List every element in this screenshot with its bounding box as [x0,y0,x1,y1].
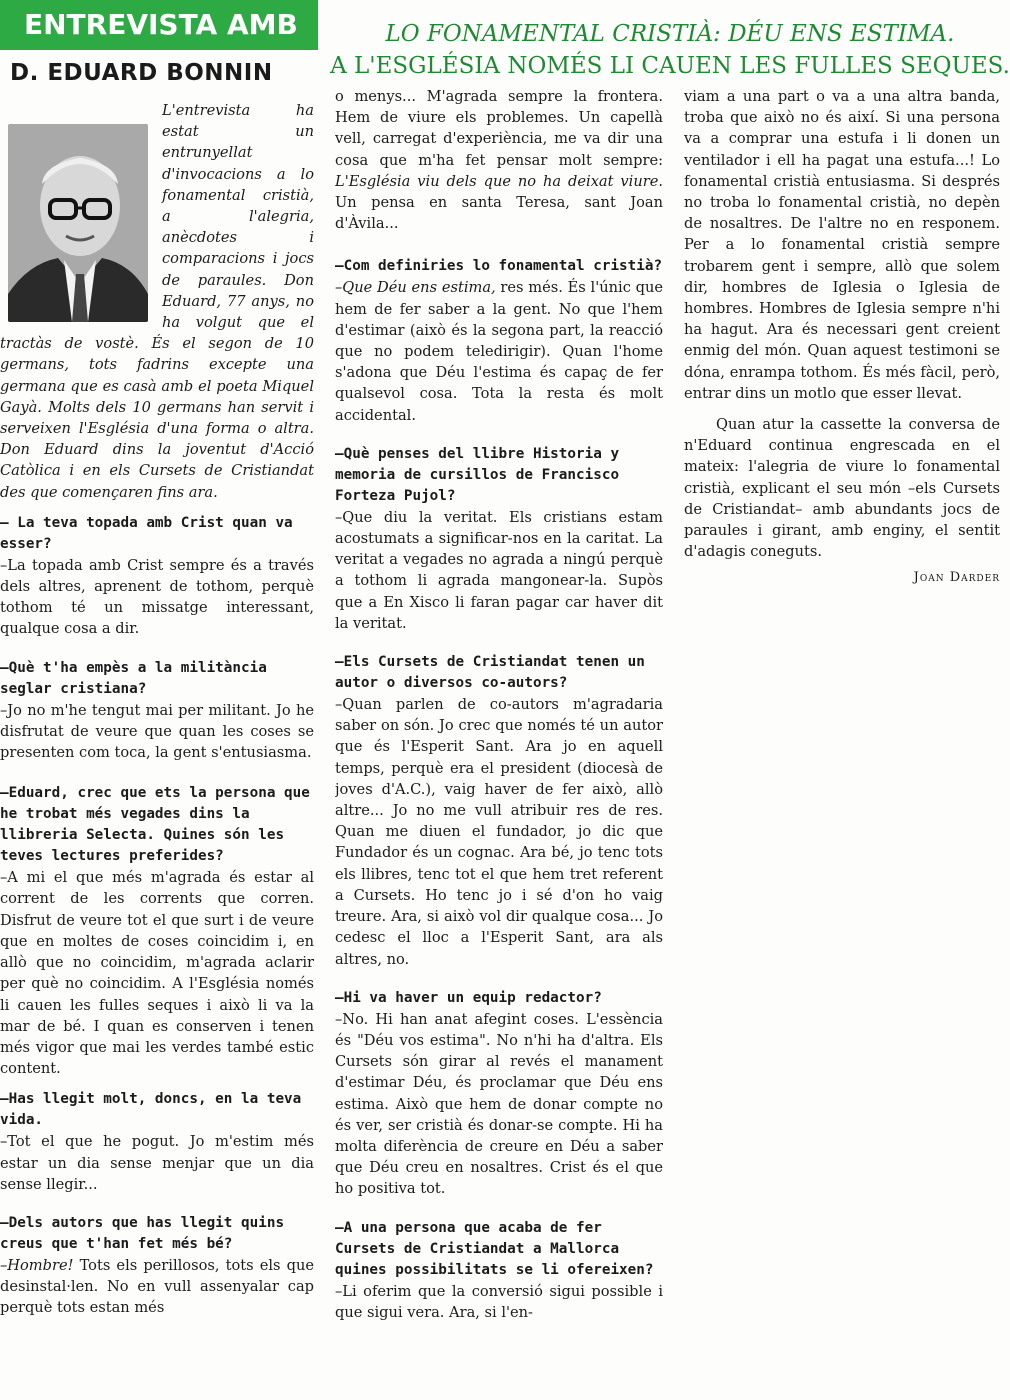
interviewee-name: D. EDUARD BONNIN [10,60,273,86]
closing-paragraph: Quan atur la cassette la conversa de n'Eduard continua engrescada en el mateix: l'alegria de viure lo fonamental cristià, explicant el seu món –els Cursets de Cristiandat– amb abundants jocs de paraules i girant, amb enginy, el sentit d'adagis coneguts. [684,416,1000,561]
headline-line-2: A L'ESGLÉSIA NOMÉS LI CAUEN LES FULLES SEQUES. [330,53,1010,79]
answer-10: –Li oferim que la conversió sigui possible i que sigui vera. Ara, si l'en- [335,1282,663,1321]
answer-1: –La topada amb Crist sempre és a través dels altres, aprenent de tothom, perquè tothom té un missatge interessant, qualque cosa a dir. [0,556,314,638]
answer-6-emphasis: –Que Déu ens estima, [335,279,496,297]
continued-paragraph [335,86,663,234]
intro-block [0,100,318,503]
answer-8: –Quan parlen de co-autors m'agradaria saber on són. Jo crec que només té un autor que és l'Esperit Sant. Ara jo en aquell temps, perquè era el president (diocesà de joves d'A.C.), vaig haver de fer això, allò altre... Jo no me vull atribuir res de res. Quan me diuen el fundador, jo dic que Fundador és un cognac. Ara bé, jo tenc tots els llibres, tenc tot el que hem tret referent a Cursets. Ho tenc jo i sé d'on ho vaig treure. Ara, si això vol dir qualque cosa... Jo cedesc el lloc a l'Esperit Sant, ara als altres, no. [335,696,663,968]
column-3-paragraph-1: viam a una part o va a una altra banda, troba que això no és així. Si una persona va a comprar una estufa i li donen un ventilador i ell ha pagat una estufa...! Lo fonamental cristià entusiasma. Si després no troba lo fonamental cristià, no depèn de nosaltres. De l'altre no en responem. Per a lo fonamental cristià sempre trobarem gent i sempre, allò que solem dir, hombres de Iglesia o Iglesia de hombres. Hombres de Iglesia sempre n'hi ha hagut. Ara és necessari gent creient enmig del món. Quan aquest testimoni se dóna, enrampa tothom. És més fàcil, però, entrar dins un motlo que esser llevat. [684,88,1000,402]
continued-text-b: Un pensa en santa Teresa, sant Joan d'Àvila... [335,194,663,233]
section-banner: ENTREVISTA AMB [0,0,318,50]
column-1 [0,0,318,1400]
question-6: –Com definiries lo fonamental cristià? [335,258,663,275]
column-3 [684,86,1000,666]
answer-6-text: res més. És l'únic que hem de fer saber a la gent. No que l'hem d'estimar (això és la segona part, la reacció que no podem teledirigir). Quan l'home s'adona que Déu l'estima és capaç de fer qualsevol cosa. Tota la resta és molt accidental. [335,279,663,424]
author-signature: Joan Darder [913,570,1000,586]
answer-5 [0,1255,318,1319]
question-9: –Hi va haver un equip redactor? [335,989,602,1006]
answer-2: –Jo no m'he tengut mai per militant. Jo he disfrutat de veure que quan les coses se presenten com toca, la gent s'entusiasma. [0,701,314,762]
answer-5-text: Tots els perillosos, tots els que desinstal·len. No en vull assenyalar cap perquè tots estan més [0,1256,314,1317]
article-headline [330,18,1010,82]
answer-4: –Tot el que he pogut. Jo m'estim més estar un dia sense menjar que un dia sense llegir... [0,1133,314,1193]
answer-5-emphasis: –Hombre! [0,1256,74,1274]
portrait-graphic [8,124,148,322]
answer-9: –No. Hi han anat afegint coses. L'essència és "Déu vos estima". No n'hi ha d'altra. Els Cursets són girar al revés el manament d'estimar Déu, és proclamar que Déu ens estima. Això que hem de donar compte no és ver, ser cristià és donar-se compte. Hi ha molta diferència de creure en Déu a saber que Déu creu en nosaltres. Crist és el que ho positiva tot. [335,1010,663,1198]
question-8: –Els Cursets de Cristiandat tenen un autor o diversos co-autors? [335,654,645,692]
question-2: –Què t'ha empès a la militància seglar cristiana? [0,659,267,697]
answer-6 [335,277,663,425]
column-2 [335,86,663,1400]
intro-text: L'entrevista ha estat un entrunyellat d'invocacions a lo fonamental cristià, a l'alegria, anècdotes i comparacions i jocs de paraules. Don Eduard, 77 anys, no ha volgut que el tractàs de vostè. És el segon de 10 germans, tots fadrins excepte una germana que es casà amb el poeta Miquel Gayà. Molts dels 10 germans han servit i serveixen l'Església d'una forma o altra. Don Eduard dins la joventut d'Acció Catòlica i en els Cursets de Cristiandat des que començaren fins ara. [0,102,314,501]
answer-3: –A mi el que més m'agrada és estar al corrent de les corrents que corren. Disfrut de veure tot el que surt i de veure que en moltes de coses coincidim i, en allò que no coincidim, m'agrada aclarir per què no coincidim. A l'Església només li cauen les fulles seques i això li va la mar de bé. I quan es conserven i tenen més vigor que mai les verdes també estic content. [0,869,314,1078]
question-1: – La teva topada amb Crist quan va esser? [0,514,293,552]
continued-text-a: o menys... M'agrada sempre la frontera. Hem de viure els problemes. Un capellà vell, carregat d'experiència, me va dir una cosa que m'ha fet pensar molt sempre: [335,88,663,169]
portrait-photo-icon [8,124,148,322]
headline-line-1: LO FONAMENTAL CRISTIÀ: DÉU ENS ESTIMA. [385,21,955,47]
question-5: –Dels autors que has llegit quins creus que t'han fet més bé? [0,1214,285,1252]
answer-7: –Que diu la veritat. Els cristians estam acostumats a significar-nos en la caritat. La veritat a vegades no agrada a ningú perquè a tothom li agrada mangonear-la. Supòs que a En Xisco li faran pagar car haver dit la veritat. [335,508,663,632]
continued-quote: L'Església viu dels que no ha deixat viure. [335,172,663,190]
question-4: –Has llegit molt, doncs, en la teva vida. [0,1091,302,1129]
question-7: –Què penses del llibre Historia y memoria de cursillos de Francisco Forteza Pujol? [335,445,620,504]
question-3: –Eduard, crec que ets la persona que he trobat més vegades dins la llibreria Selecta. Quines són les teves lectures preferides? [0,785,310,865]
question-10: –A una persona que acaba de fer Cursets de Cristiandat a Mallorca quines possibilitats se li ofereixen? [335,1219,654,1278]
